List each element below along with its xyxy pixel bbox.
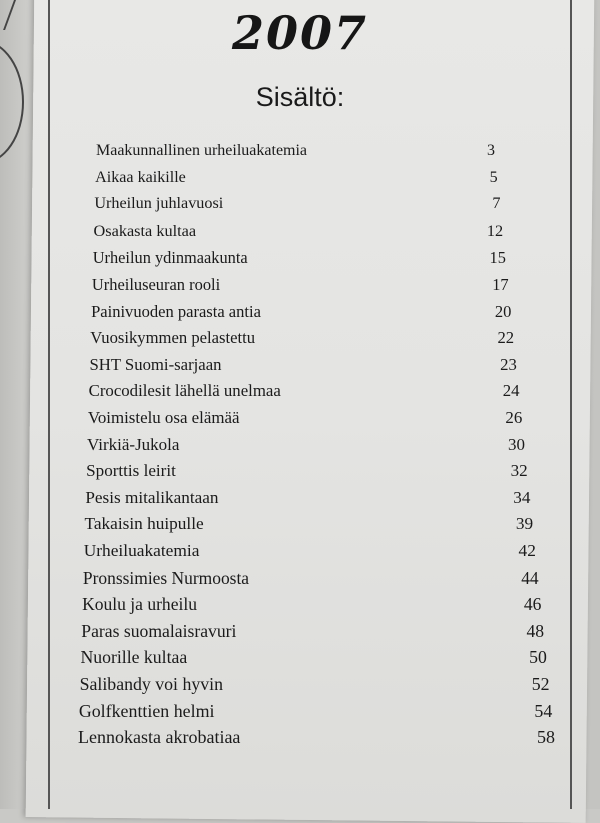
toc-entry-page: 34 [513, 487, 531, 507]
toc-entry-page: 12 [486, 221, 504, 240]
toc-entry-page: 32 [510, 461, 528, 481]
toc-entry [0, 435, 600, 461]
toc-entry-page: 3 [487, 142, 495, 159]
toc-entry [0, 514, 600, 540]
toc-entry-title: Vuosikymmen pelastettu [90, 328, 256, 348]
toc-entry-page: 39 [515, 514, 534, 534]
toc-entry [0, 222, 600, 248]
toc-entry [0, 621, 600, 647]
year-heading: 2007 [231, 6, 369, 60]
toc-entry-title: Urheiluakatemia [83, 541, 200, 560]
toc-entry [0, 142, 600, 168]
toc-entry [0, 674, 600, 700]
toc-entry-page: 26 [505, 408, 523, 427]
toc-entry-title: Pesis mitalikantaan [85, 487, 219, 507]
toc-entry-title: Urheilun juhlavuosi [94, 195, 224, 213]
toc-entry-page: 5 [489, 168, 498, 186]
toc-entry-title: Salibandy voi hyvin [79, 674, 223, 694]
toc-entry-title: SHT Suomi-sarjaan [89, 354, 222, 374]
toc-entry-page: 48 [526, 620, 545, 641]
toc-entry-page: 42 [518, 541, 536, 560]
toc-entry-title: Lennokasta akrobatiaa [78, 727, 241, 748]
toc-entry-title: Crocodilesit lähellä unelmaa [88, 381, 281, 401]
toc-entry-page: 23 [500, 354, 517, 374]
toc-entry-title: Urheiluseuran rooli [91, 275, 221, 294]
toc-entry-page: 50 [529, 647, 547, 668]
toc-entry-page: 52 [531, 674, 550, 694]
toc-entry-page: 22 [497, 328, 515, 348]
contents-title: Sisältö: [255, 82, 345, 112]
toc-entry-page: 30 [508, 434, 525, 454]
toc-entry [0, 195, 600, 221]
toc-entry [0, 647, 600, 673]
toc-entry [0, 248, 600, 274]
toc-entry [0, 355, 600, 381]
toc-entry-title: Virkiä-Jukola [87, 434, 180, 454]
toc-entry-page: 54 [534, 700, 553, 721]
toc-entry-page: 15 [489, 248, 506, 268]
toc-entry [0, 302, 600, 328]
toc-entry [0, 701, 600, 727]
toc-entry-title: Painivuoden parasta antia [91, 301, 261, 321]
toc-entry [0, 328, 600, 354]
toc-entry-page: 58 [537, 727, 555, 748]
toc-entry-title: Maakunnallinen urheiluakatemia [96, 142, 308, 159]
toc-entry-title: Paras suomalaisravuri [81, 620, 237, 641]
toc-entry [0, 381, 600, 407]
toc-entry-title: Urheilun ydinmaakunta [92, 248, 248, 268]
toc-entry-title: Golfkenttien helmi [78, 700, 215, 721]
table-of-contents [0, 138, 600, 808]
toc-entry-title: Sporttis leirit [86, 461, 176, 481]
toc-entry-title: Koulu ja urheilu [82, 594, 197, 615]
toc-entry-page: 17 [492, 275, 509, 294]
toc-entry-title: Voimistelu osa elämää [87, 408, 240, 427]
toc-entry-page: 24 [502, 381, 520, 401]
toc-entry-page: 44 [521, 567, 539, 588]
toc-entry-title: Pronssimies Nurmoosta [82, 567, 250, 588]
toc-entry-title: Osakasta kultaa [93, 221, 197, 240]
toc-entry-title: Takaisin huipulle [84, 514, 204, 534]
toc-entry [0, 461, 600, 487]
toc-entry [0, 594, 600, 620]
toc-entry-page: 20 [494, 301, 512, 321]
toc-entry [0, 727, 600, 753]
toc-entry [0, 541, 600, 567]
toc-entry-title: Nuorille kultaa [80, 647, 188, 668]
toc-entry [0, 275, 600, 301]
toc-entry [0, 488, 600, 514]
toc-entry [0, 408, 600, 434]
toc-entry [0, 568, 600, 594]
toc-entry [0, 169, 600, 195]
toc-entry-page: 46 [523, 594, 542, 615]
toc-entry-page: 7 [492, 195, 501, 213]
toc-entry-title: Aikaa kaikille [95, 168, 186, 186]
